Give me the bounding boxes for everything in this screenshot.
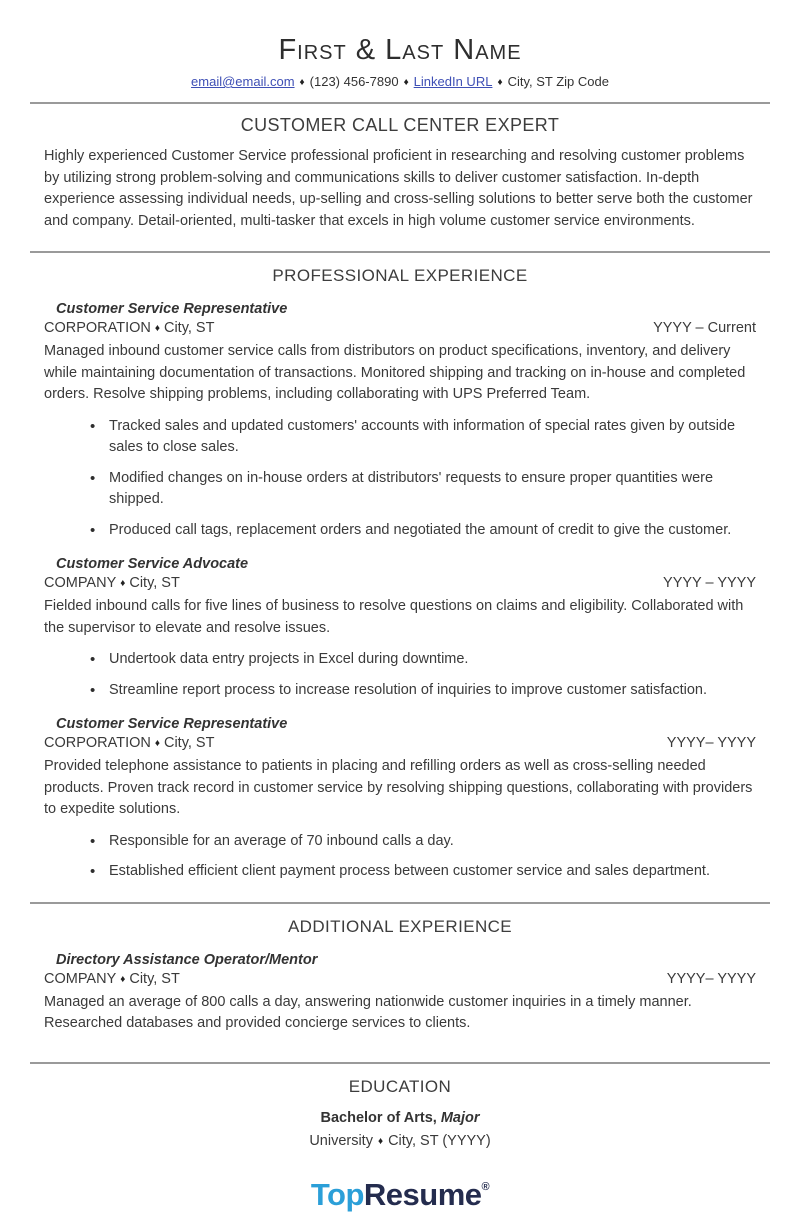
job-bullet-list [44, 831, 756, 883]
topresume-logo [311, 1177, 489, 1213]
job-dates: YYYY– YYYY [666, 970, 756, 987]
professional-experience-section [44, 266, 756, 883]
education-school-line [44, 1133, 756, 1149]
job-description: Fielded inbound calls for five lines of business to resolve questions on claims and eligibility. Collaborated with the supervisor to elevate and resolve issues. [44, 598, 744, 636]
job-entry [44, 301, 756, 541]
job-location: City, ST [163, 735, 215, 751]
job-location: City, ST [163, 320, 215, 336]
section-divider [30, 902, 770, 904]
job-bullet-list [44, 416, 756, 542]
resume-headline: CUSTOMER CALL CENTER EXPERT [240, 115, 560, 135]
job-location: City, ST [129, 575, 180, 591]
university-name: University [309, 1132, 373, 1149]
diamond-separator-icon: ♦ [120, 578, 126, 589]
job-title: Customer Service Representative [56, 716, 288, 732]
diamond-separator-icon: ♦ [377, 1135, 384, 1147]
job-description: Managed inbound customer service calls from distributors on product specifications, inventory, and delivery while maintaining documentation of transactions. Monitored shipping and tracking on in-house and completed orders. Resolve shipping problems, including collaborating with UPS Preferred Team. [44, 343, 746, 402]
job-entry [44, 716, 756, 883]
linkedin-link[interactable]: LinkedIn URL [413, 74, 493, 89]
education-degree-line [44, 1110, 756, 1126]
footer [44, 1177, 756, 1213]
diamond-separator-icon: ♦ [154, 738, 160, 749]
diamond-separator-icon: ♦ [154, 323, 160, 334]
section-heading-professional-experience: PROFESSIONAL EXPERIENCE [272, 266, 528, 285]
company-name: CORPORATION [44, 735, 151, 751]
job-company-location [44, 575, 180, 591]
education-location: City, ST (YYYY) [388, 1132, 491, 1149]
diamond-separator-icon: ♦ [497, 77, 503, 88]
job-bullet-list [44, 649, 756, 701]
education-section [44, 1077, 756, 1149]
job-dates: YYYY– YYYY [666, 735, 756, 751]
company-name: CORPORATION [44, 320, 151, 336]
job-location: City, ST [129, 970, 180, 987]
job-bullet: • Produced call tags, replacement orders and negotiated the amount of credit to give the customer. [88, 520, 756, 542]
job-bullet: • Modified changes on in-house orders at distributors' requests to ensure proper quantities were shipped. [88, 468, 756, 511]
job-title: Customer Service Representative [56, 301, 288, 317]
candidate-name: First & Last Name [278, 34, 522, 66]
job-company-line [44, 320, 756, 336]
diamond-separator-icon: ♦ [299, 77, 305, 88]
degree-major: Major [440, 1109, 480, 1126]
section-divider [30, 102, 770, 104]
job-dates: YYYY – YYYY [663, 575, 756, 591]
additional-experience-section [44, 917, 756, 1035]
contact-line [44, 74, 756, 89]
job-company-line [44, 575, 756, 591]
job-entry [44, 556, 756, 701]
job-bullet: • Responsible for an average of 70 inbound calls a day. [88, 831, 756, 853]
summary-paragraph: Highly experienced Customer Service professional proficient in researching and resolving customer problems by utilizing strong problem-solving and communications skills to deliver customer satisfaction. In-depth experience assessing individual needs, up-selling and cross-selling solutions to better serve both the customer and company. Detail-oriented, multi-tasker that excels in high volume customer service environments. [44, 148, 753, 229]
job-bullet: • Established efficient client payment process between customer service and sales department. [88, 861, 756, 883]
job-company-line [44, 735, 756, 751]
logo-text-resume: Resume [363, 1176, 482, 1212]
job-title: Customer Service Advocate [56, 556, 249, 572]
section-heading-additional-experience: ADDITIONAL EXPERIENCE [287, 916, 513, 936]
diamond-separator-icon: ♦ [120, 973, 126, 985]
job-dates: YYYY – Current [653, 320, 756, 336]
company-name: COMPANY [44, 970, 117, 987]
job-bullet: • Streamline report process to increase resolution of inquiries to improve customer satisfaction. [88, 680, 756, 702]
job-company-location [44, 320, 214, 336]
registered-trademark-icon: ® [481, 1180, 490, 1193]
job-company-location [44, 735, 214, 751]
logo-text-top: Top [310, 1176, 364, 1212]
degree-name: Bachelor of Arts, [320, 1109, 437, 1126]
job-title: Directory Assistance Operator/Mentor [56, 951, 318, 968]
job-bullet: • Tracked sales and updated customers' accounts with information of special rates given by outside sales to close sales. [88, 416, 756, 459]
section-heading-education: EDUCATION [348, 1076, 452, 1096]
contact-location: City, ST Zip Code [507, 74, 609, 89]
job-company-location [44, 971, 180, 987]
resume-header [44, 34, 756, 89]
job-company-line [44, 971, 756, 987]
section-divider [30, 1062, 770, 1064]
phone-number: (123) 456-7890 [309, 74, 399, 89]
job-description: Managed an average of 800 calls a day, answering nationwide customer inquiries in a timely manner. Researched databases and provided concierge services to clients. [44, 993, 692, 1031]
email-link[interactable]: email@email.com [191, 74, 295, 89]
company-name: COMPANY [44, 575, 117, 591]
job-description: Provided telephone assistance to patients in placing and refilling orders as well as cross-selling needed products. Proven track record in customer service by resolving shipping questions, collaborating with providers to expedite solutions. [44, 758, 753, 817]
job-bullet: • Undertook data entry projects in Excel during downtime. [88, 649, 756, 671]
job-entry [44, 952, 756, 1035]
section-divider [30, 251, 770, 253]
diamond-separator-icon: ♦ [403, 77, 409, 88]
